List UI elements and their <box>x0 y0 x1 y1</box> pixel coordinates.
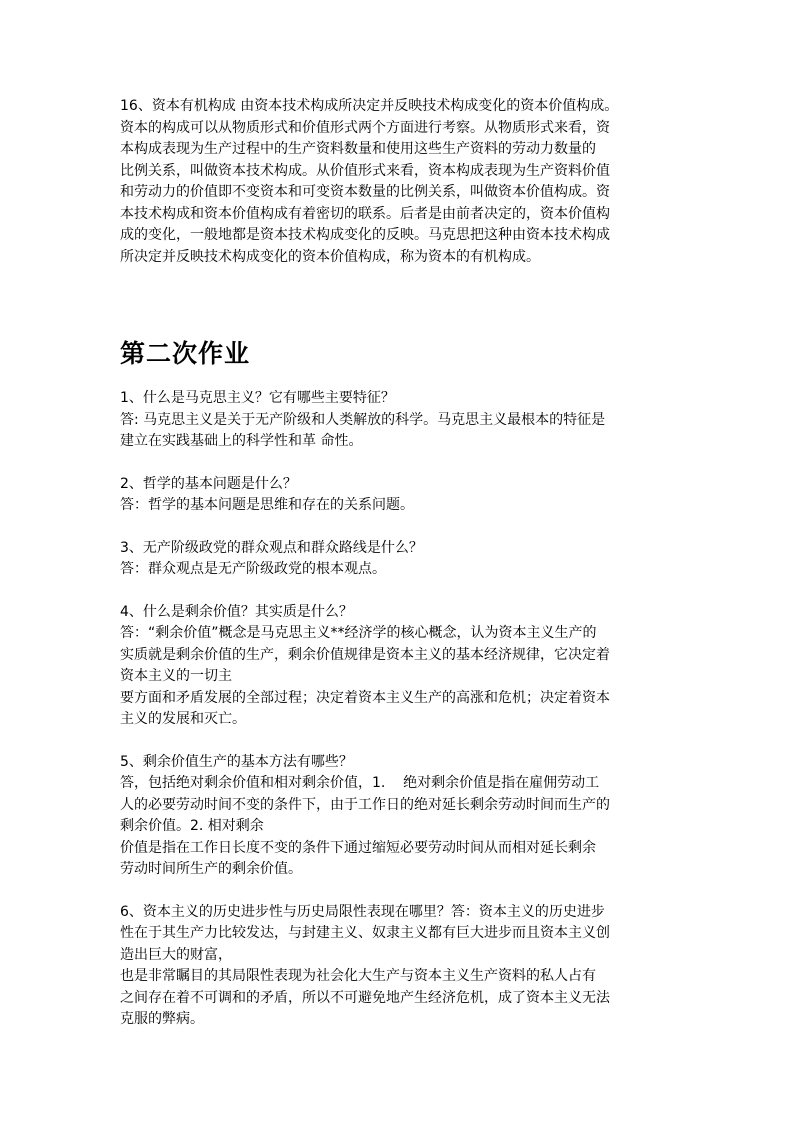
answer-line: 建立在实践基础上的科学性和革 命性。 <box>120 433 363 449</box>
text-line: 16、资本有机构成 由资本技术构成所决定并反映技术构成变化的资本价值构成。 <box>120 98 619 114</box>
question-line: 6、资本主义的历史进步性与历史局限性表现在哪里？答：资本主义的历史进步 <box>120 903 605 920</box>
answer-line: 价值是指在工作日长度不变的条件下通过缩短必要劳动时间从而相对延长剩余 <box>120 839 596 856</box>
question-line: 1、什么是马克思主义？它有哪些主要特征？ <box>120 390 395 406</box>
answer-line: 劳动时间所生产的剩余价值。 <box>120 861 302 877</box>
intro-paragraph <box>120 96 676 268</box>
document-page <box>120 96 676 1031</box>
section-heading: 第二次作业 <box>120 339 251 368</box>
text-line: 成的变化，一般地都是资本技术构成变化的反映。马克思把这种由资本技术构成 <box>120 227 610 243</box>
question-line: 2、哲学的基本问题是什么？ <box>120 475 297 492</box>
answer-line: 性在于其生产力比较发达，与封建主义、奴隶主义都有巨大进步而且资本主义创 <box>120 925 610 941</box>
answer-line: 答: 马克思主义是关于无产阶级和人类解放的科学。马克思主义最根本的特征是 <box>120 411 606 428</box>
text-line: 所决定并反映技术构成变化的资本价值构成，称为资本的有机构成。 <box>120 248 540 265</box>
answer-line: 人的必要劳动时间不变的条件下，由于工作日的绝对延长剩余劳动时间而生产的 <box>120 796 610 813</box>
question-line: 3、无产阶级政党的群众观点和群众路线是什么？ <box>120 539 423 556</box>
answer-line: 之间存在着不可调和的矛盾，所以不可避免地产生经济危机，成了资本主义无法 <box>120 989 610 1006</box>
answer-line: 资本主义的一切主 <box>120 668 232 684</box>
answer-line: 答：“剩余价值”概念是马克思主义**经济学的核心概念，认为资本主义生产的 <box>120 625 597 641</box>
answer-line: 剩余价值。2. 相对剩余 <box>120 818 264 834</box>
qa-item-3 <box>120 538 676 581</box>
text-line: 资本的构成可以从物质形式和价值形式两个方面进行考察。从物质形式来看，资 <box>120 119 610 136</box>
answer-line: 实质就是剩余价值的生产，剩余价值规律是资本主义的基本经济规律，它决定着 <box>120 646 610 663</box>
text-line: 和劳动力的价值即不变资本和可变资本数量的比例关系，叫做资本价值构成。资 <box>120 184 610 200</box>
answer-line: 造出巨大的财富， <box>120 946 232 963</box>
answer-line: 答：群众观点是无产阶级政党的根本观点。 <box>120 561 386 577</box>
answer-line: 主义的发展和灭亡。 <box>120 711 246 727</box>
qa-item-1 <box>120 388 676 453</box>
text-line: 比例关系，叫做资本技术构成。从价值形式来看，资本构成表现为生产资料价值 <box>120 162 610 179</box>
qa-item-4 <box>120 602 676 731</box>
answer-line: 答：哲学的基本问题是思维和存在的关系问题。 <box>120 497 414 513</box>
answer-line: 要方面和矛盾发展的全部过程；决定着资本主义生产的高涨和危机；决定着资本 <box>120 689 610 706</box>
question-line: 5、剩余价值生产的基本方法有哪些？ <box>120 753 353 770</box>
qa-item-6 <box>120 902 676 1031</box>
qa-item-5 <box>120 752 676 881</box>
text-line: 本构成表现为生产过程中的生产资料数量和使用这些生产资料的劳动力数量的 <box>120 141 596 157</box>
answer-line: 克服的弊病。 <box>120 1011 204 1027</box>
text-line: 本技术构成和资本价值构成有着密切的联系。后者是由前者决定的，资本价值构 <box>120 205 610 222</box>
answer-line: 也是非常瞩目的其局限性表现为社会化大生产与资本主义生产资料的私人占有 <box>120 968 596 984</box>
answer-line: 答，包括绝对剩余价值和相对剩余价值，1. 绝对剩余价值是指在雇佣劳动工 <box>120 775 600 791</box>
qa-item-2 <box>120 474 676 517</box>
question-line: 4、什么是剩余价值？其实质是什么？ <box>120 603 353 620</box>
